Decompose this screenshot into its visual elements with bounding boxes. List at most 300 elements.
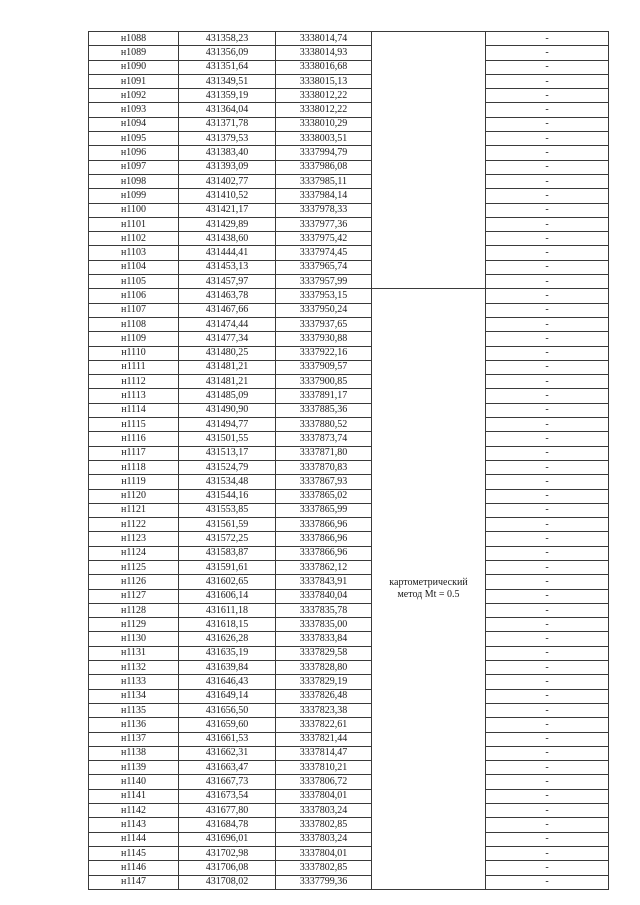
dash-cell: - xyxy=(486,303,609,317)
table-row xyxy=(89,618,609,632)
point-id-cell: н1099 xyxy=(89,189,179,203)
table-row xyxy=(89,389,609,403)
table-row xyxy=(89,861,609,875)
point-id-cell: н1102 xyxy=(89,232,179,246)
point-id-cell: н1108 xyxy=(89,317,179,331)
table-row xyxy=(89,260,609,274)
point-id-cell: н1096 xyxy=(89,146,179,160)
dash-cell: - xyxy=(486,875,609,889)
dash-cell: - xyxy=(486,203,609,217)
table-row xyxy=(89,518,609,532)
x-coordinate-cell: 431481,21 xyxy=(179,375,276,389)
y-coordinate-cell: 3337802,85 xyxy=(276,818,372,832)
dash-cell: - xyxy=(486,689,609,703)
y-coordinate-cell: 3337975,42 xyxy=(276,232,372,246)
y-coordinate-cell: 3337922,16 xyxy=(276,346,372,360)
y-coordinate-cell: 3338012,22 xyxy=(276,89,372,103)
point-id-cell: н1103 xyxy=(89,246,179,260)
y-coordinate-cell: 3337829,19 xyxy=(276,675,372,689)
dash-cell: - xyxy=(486,375,609,389)
table-row xyxy=(89,718,609,732)
dash-cell: - xyxy=(486,403,609,417)
dash-cell: - xyxy=(486,761,609,775)
table-row xyxy=(89,789,609,803)
y-coordinate-cell: 3337829,58 xyxy=(276,646,372,660)
y-coordinate-cell: 3337843,91 xyxy=(276,575,372,589)
y-coordinate-cell: 3337950,24 xyxy=(276,303,372,317)
x-coordinate-cell: 431444,41 xyxy=(179,246,276,260)
y-coordinate-cell: 3337930,88 xyxy=(276,332,372,346)
x-coordinate-cell: 431606,14 xyxy=(179,589,276,603)
coordinates-table-body xyxy=(89,32,609,890)
y-coordinate-cell: 3337870,83 xyxy=(276,460,372,474)
y-coordinate-cell: 3337937,65 xyxy=(276,317,372,331)
dash-cell: - xyxy=(486,32,609,46)
point-id-cell: н1137 xyxy=(89,732,179,746)
x-coordinate-cell: 431611,18 xyxy=(179,603,276,617)
x-coordinate-cell: 431662,31 xyxy=(179,746,276,760)
point-id-cell: н1107 xyxy=(89,303,179,317)
x-coordinate-cell: 431421,17 xyxy=(179,203,276,217)
y-coordinate-cell: 3338003,51 xyxy=(276,132,372,146)
point-id-cell: н1131 xyxy=(89,646,179,660)
point-id-cell: н1129 xyxy=(89,618,179,632)
x-coordinate-cell: 431359,19 xyxy=(179,89,276,103)
table-row xyxy=(89,146,609,160)
x-coordinate-cell: 431349,51 xyxy=(179,74,276,88)
x-coordinate-cell: 431544,16 xyxy=(179,489,276,503)
dash-cell: - xyxy=(486,846,609,860)
x-coordinate-cell: 431663,47 xyxy=(179,761,276,775)
y-coordinate-cell: 3337909,57 xyxy=(276,360,372,374)
x-coordinate-cell: 431490,90 xyxy=(179,403,276,417)
point-id-cell: н1145 xyxy=(89,846,179,860)
dash-cell: - xyxy=(486,360,609,374)
y-coordinate-cell: 3337814,47 xyxy=(276,746,372,760)
dash-cell: - xyxy=(486,132,609,146)
x-coordinate-cell: 431673,54 xyxy=(179,789,276,803)
dash-cell: - xyxy=(486,661,609,675)
table-row xyxy=(89,732,609,746)
y-coordinate-cell: 3337866,96 xyxy=(276,518,372,532)
y-coordinate-cell: 3337828,80 xyxy=(276,661,372,675)
y-coordinate-cell: 3337822,61 xyxy=(276,718,372,732)
y-coordinate-cell: 3337871,80 xyxy=(276,446,372,460)
x-coordinate-cell: 431553,85 xyxy=(179,503,276,517)
x-coordinate-cell: 431467,66 xyxy=(179,303,276,317)
table-row xyxy=(89,546,609,560)
x-coordinate-cell: 431485,09 xyxy=(179,389,276,403)
dash-cell: - xyxy=(486,289,609,303)
table-row xyxy=(89,875,609,889)
x-coordinate-cell: 431667,73 xyxy=(179,775,276,789)
y-coordinate-cell: 3337978,33 xyxy=(276,203,372,217)
dash-cell: - xyxy=(486,117,609,131)
x-coordinate-cell: 431364,04 xyxy=(179,103,276,117)
point-id-cell: н1120 xyxy=(89,489,179,503)
x-coordinate-cell: 431371,78 xyxy=(179,117,276,131)
y-coordinate-cell: 3337865,99 xyxy=(276,503,372,517)
y-coordinate-cell: 3337833,84 xyxy=(276,632,372,646)
x-coordinate-cell: 431646,43 xyxy=(179,675,276,689)
x-coordinate-cell: 431438,60 xyxy=(179,232,276,246)
x-coordinate-cell: 431457,97 xyxy=(179,275,276,289)
x-coordinate-cell: 431649,14 xyxy=(179,689,276,703)
table-row xyxy=(89,603,609,617)
point-id-cell: н1093 xyxy=(89,103,179,117)
x-coordinate-cell: 431358,23 xyxy=(179,32,276,46)
y-coordinate-cell: 3337840,04 xyxy=(276,589,372,603)
y-coordinate-cell: 3337803,24 xyxy=(276,832,372,846)
point-id-cell: н1116 xyxy=(89,432,179,446)
method-cell xyxy=(372,289,486,889)
point-id-cell: н1135 xyxy=(89,703,179,717)
dash-cell: - xyxy=(486,389,609,403)
point-id-cell: н1142 xyxy=(89,804,179,818)
point-id-cell: н1127 xyxy=(89,589,179,603)
point-id-cell: н1106 xyxy=(89,289,179,303)
table-row xyxy=(89,689,609,703)
point-id-cell: н1141 xyxy=(89,789,179,803)
point-id-cell: н1119 xyxy=(89,475,179,489)
point-id-cell: н1121 xyxy=(89,503,179,517)
y-coordinate-cell: 3337974,45 xyxy=(276,246,372,260)
dash-cell: - xyxy=(486,174,609,188)
point-id-cell: н1123 xyxy=(89,532,179,546)
y-coordinate-cell: 3337804,01 xyxy=(276,846,372,860)
point-id-cell: н1090 xyxy=(89,60,179,74)
point-id-cell: н1097 xyxy=(89,160,179,174)
dash-cell: - xyxy=(486,618,609,632)
y-coordinate-cell: 3337885,36 xyxy=(276,403,372,417)
point-id-cell: н1111 xyxy=(89,360,179,374)
point-id-cell: н1100 xyxy=(89,203,179,217)
x-coordinate-cell: 431383,40 xyxy=(179,146,276,160)
x-coordinate-cell: 431356,09 xyxy=(179,46,276,60)
x-coordinate-cell: 431474,44 xyxy=(179,317,276,331)
point-id-cell: н1110 xyxy=(89,346,179,360)
table-row xyxy=(89,746,609,760)
y-coordinate-cell: 3337891,17 xyxy=(276,389,372,403)
point-id-cell: н1089 xyxy=(89,46,179,60)
dash-cell: - xyxy=(486,789,609,803)
table-row xyxy=(89,232,609,246)
dash-cell: - xyxy=(486,603,609,617)
y-coordinate-cell: 3337867,93 xyxy=(276,475,372,489)
dash-cell: - xyxy=(486,489,609,503)
table-row xyxy=(89,589,609,603)
x-coordinate-cell: 431656,50 xyxy=(179,703,276,717)
x-coordinate-cell: 431602,65 xyxy=(179,575,276,589)
point-id-cell: н1133 xyxy=(89,675,179,689)
point-id-cell: н1104 xyxy=(89,260,179,274)
dash-cell: - xyxy=(486,861,609,875)
point-id-cell: н1112 xyxy=(89,375,179,389)
table-row xyxy=(89,303,609,317)
dash-cell: - xyxy=(486,546,609,560)
dash-cell: - xyxy=(486,675,609,689)
point-id-cell: н1113 xyxy=(89,389,179,403)
dash-cell: - xyxy=(486,575,609,589)
y-coordinate-cell: 3337806,72 xyxy=(276,775,372,789)
x-coordinate-cell: 431626,28 xyxy=(179,632,276,646)
dash-cell: - xyxy=(486,832,609,846)
y-coordinate-cell: 3337873,74 xyxy=(276,432,372,446)
dash-cell: - xyxy=(486,518,609,532)
dash-cell: - xyxy=(486,732,609,746)
y-coordinate-cell: 3337835,78 xyxy=(276,603,372,617)
dash-cell: - xyxy=(486,418,609,432)
dash-cell: - xyxy=(486,632,609,646)
table-row xyxy=(89,646,609,660)
y-coordinate-cell: 3337986,08 xyxy=(276,160,372,174)
table-row xyxy=(89,189,609,203)
point-id-cell: н1126 xyxy=(89,575,179,589)
point-id-cell: н1146 xyxy=(89,861,179,875)
x-coordinate-cell: 431661,53 xyxy=(179,732,276,746)
x-coordinate-cell: 431706,08 xyxy=(179,861,276,875)
x-coordinate-cell: 431481,21 xyxy=(179,360,276,374)
point-id-cell: н1115 xyxy=(89,418,179,432)
table-row xyxy=(89,117,609,131)
point-id-cell: н1095 xyxy=(89,132,179,146)
dash-cell: - xyxy=(486,103,609,117)
x-coordinate-cell: 431501,55 xyxy=(179,432,276,446)
y-coordinate-cell: 3337799,36 xyxy=(276,875,372,889)
point-id-cell: н1144 xyxy=(89,832,179,846)
method-label-line1: картометрический xyxy=(389,577,468,589)
point-id-cell: н1147 xyxy=(89,875,179,889)
table-row xyxy=(89,317,609,331)
y-coordinate-cell: 3337802,85 xyxy=(276,861,372,875)
table-row xyxy=(89,432,609,446)
point-id-cell: н1134 xyxy=(89,689,179,703)
point-id-cell: н1118 xyxy=(89,460,179,474)
x-coordinate-cell: 431463,78 xyxy=(179,289,276,303)
dash-cell: - xyxy=(486,804,609,818)
y-coordinate-cell: 3338012,22 xyxy=(276,103,372,117)
x-coordinate-cell: 431494,77 xyxy=(179,418,276,432)
x-coordinate-cell: 431477,34 xyxy=(179,332,276,346)
y-coordinate-cell: 3337826,48 xyxy=(276,689,372,703)
table-row xyxy=(89,532,609,546)
x-coordinate-cell: 431639,84 xyxy=(179,661,276,675)
point-id-cell: н1139 xyxy=(89,761,179,775)
table-row xyxy=(89,246,609,260)
point-id-cell: н1132 xyxy=(89,661,179,675)
y-coordinate-cell: 3337866,96 xyxy=(276,546,372,560)
y-coordinate-cell: 3337984,14 xyxy=(276,189,372,203)
y-coordinate-cell: 3337804,01 xyxy=(276,789,372,803)
y-coordinate-cell: 3337957,99 xyxy=(276,275,372,289)
dash-cell: - xyxy=(486,74,609,88)
point-id-cell: н1122 xyxy=(89,518,179,532)
dash-cell: - xyxy=(486,460,609,474)
point-id-cell: н1109 xyxy=(89,332,179,346)
dash-cell: - xyxy=(486,775,609,789)
dash-cell: - xyxy=(486,503,609,517)
x-coordinate-cell: 431561,59 xyxy=(179,518,276,532)
table-row xyxy=(89,174,609,188)
point-id-cell: н1088 xyxy=(89,32,179,46)
dash-cell: - xyxy=(486,317,609,331)
y-coordinate-cell: 3337985,11 xyxy=(276,174,372,188)
point-id-cell: н1094 xyxy=(89,117,179,131)
dash-cell: - xyxy=(486,332,609,346)
point-id-cell: н1136 xyxy=(89,718,179,732)
dash-cell: - xyxy=(486,46,609,60)
y-coordinate-cell: 3338016,68 xyxy=(276,60,372,74)
dash-cell: - xyxy=(486,475,609,489)
x-coordinate-cell: 431379,53 xyxy=(179,132,276,146)
dash-cell: - xyxy=(486,232,609,246)
table-row xyxy=(89,775,609,789)
dash-cell: - xyxy=(486,146,609,160)
dash-cell: - xyxy=(486,189,609,203)
dash-cell: - xyxy=(486,818,609,832)
x-coordinate-cell: 431677,80 xyxy=(179,804,276,818)
table-row xyxy=(89,475,609,489)
x-coordinate-cell: 431702,98 xyxy=(179,846,276,860)
method-cell-empty xyxy=(372,32,486,289)
point-id-cell: н1140 xyxy=(89,775,179,789)
x-coordinate-cell: 431351,64 xyxy=(179,60,276,74)
point-id-cell: н1128 xyxy=(89,603,179,617)
point-id-cell: н1125 xyxy=(89,560,179,574)
table-row xyxy=(89,60,609,74)
table-row xyxy=(89,703,609,717)
dash-cell: - xyxy=(486,746,609,760)
x-coordinate-cell: 431480,25 xyxy=(179,346,276,360)
y-coordinate-cell: 3337953,15 xyxy=(276,289,372,303)
dash-cell: - xyxy=(486,60,609,74)
y-coordinate-cell: 3337977,36 xyxy=(276,217,372,231)
table-row xyxy=(89,217,609,231)
dash-cell: - xyxy=(486,346,609,360)
x-coordinate-cell: 431513,17 xyxy=(179,446,276,460)
point-id-cell: н1117 xyxy=(89,446,179,460)
table-row xyxy=(89,460,609,474)
dash-cell: - xyxy=(486,160,609,174)
dash-cell: - xyxy=(486,217,609,231)
y-coordinate-cell: 3337803,24 xyxy=(276,804,372,818)
table-row xyxy=(89,89,609,103)
y-coordinate-cell: 3337866,96 xyxy=(276,532,372,546)
y-coordinate-cell: 3338014,93 xyxy=(276,46,372,60)
table-row xyxy=(89,560,609,574)
table-row xyxy=(89,804,609,818)
y-coordinate-cell: 3337900,85 xyxy=(276,375,372,389)
table-row xyxy=(89,275,609,289)
x-coordinate-cell: 431572,25 xyxy=(179,532,276,546)
x-coordinate-cell: 431410,52 xyxy=(179,189,276,203)
dash-cell: - xyxy=(486,89,609,103)
point-id-cell: н1130 xyxy=(89,632,179,646)
x-coordinate-cell: 431659,60 xyxy=(179,718,276,732)
point-id-cell: н1098 xyxy=(89,174,179,188)
dash-cell: - xyxy=(486,532,609,546)
table-row xyxy=(89,818,609,832)
x-coordinate-cell: 431696,01 xyxy=(179,832,276,846)
table-row xyxy=(89,103,609,117)
x-coordinate-cell: 431393,09 xyxy=(179,160,276,174)
dash-cell: - xyxy=(486,718,609,732)
table-row xyxy=(89,46,609,60)
table-row xyxy=(89,360,609,374)
y-coordinate-cell: 3337965,74 xyxy=(276,260,372,274)
table-row xyxy=(89,503,609,517)
table-row xyxy=(89,203,609,217)
y-coordinate-cell: 3337823,38 xyxy=(276,703,372,717)
y-coordinate-cell: 3338015,13 xyxy=(276,74,372,88)
point-id-cell: н1124 xyxy=(89,546,179,560)
y-coordinate-cell: 3338014,74 xyxy=(276,32,372,46)
point-id-cell: н1092 xyxy=(89,89,179,103)
dash-cell: - xyxy=(486,260,609,274)
table-row xyxy=(89,832,609,846)
dash-cell: - xyxy=(486,246,609,260)
table-row xyxy=(89,675,609,689)
y-coordinate-cell: 3337880,52 xyxy=(276,418,372,432)
point-id-cell: н1091 xyxy=(89,74,179,88)
x-coordinate-cell: 431684,78 xyxy=(179,818,276,832)
table-row xyxy=(89,446,609,460)
table-row xyxy=(89,74,609,88)
x-coordinate-cell: 431429,89 xyxy=(179,217,276,231)
table-row xyxy=(89,846,609,860)
x-coordinate-cell: 431635,19 xyxy=(179,646,276,660)
dash-cell: - xyxy=(486,646,609,660)
table-row xyxy=(89,489,609,503)
dash-cell: - xyxy=(486,703,609,717)
table-row xyxy=(89,289,609,303)
y-coordinate-cell: 3337865,02 xyxy=(276,489,372,503)
dash-cell: - xyxy=(486,446,609,460)
table-row xyxy=(89,761,609,775)
table-row xyxy=(89,32,609,46)
point-id-cell: н1138 xyxy=(89,746,179,760)
table-row xyxy=(89,418,609,432)
x-coordinate-cell: 431618,15 xyxy=(179,618,276,632)
table-row xyxy=(89,632,609,646)
table-row xyxy=(89,346,609,360)
y-coordinate-cell: 3337821,44 xyxy=(276,732,372,746)
point-id-cell: н1114 xyxy=(89,403,179,417)
method-label-line2: метод Mt = 0.5 xyxy=(397,589,460,601)
x-coordinate-cell: 431708,02 xyxy=(179,875,276,889)
table-row xyxy=(89,160,609,174)
x-coordinate-cell: 431583,87 xyxy=(179,546,276,560)
point-id-cell: н1143 xyxy=(89,818,179,832)
dash-cell: - xyxy=(486,432,609,446)
x-coordinate-cell: 431453,13 xyxy=(179,260,276,274)
y-coordinate-cell: 3337994,79 xyxy=(276,146,372,160)
table-row xyxy=(89,132,609,146)
table-row xyxy=(89,575,609,589)
x-coordinate-cell: 431524,79 xyxy=(179,460,276,474)
y-coordinate-cell: 3338010,29 xyxy=(276,117,372,131)
table-row xyxy=(89,332,609,346)
x-coordinate-cell: 431534,48 xyxy=(179,475,276,489)
point-id-cell: н1101 xyxy=(89,217,179,231)
dash-cell: - xyxy=(486,560,609,574)
table-row xyxy=(89,375,609,389)
point-id-cell: н1105 xyxy=(89,275,179,289)
table-row xyxy=(89,661,609,675)
dash-cell: - xyxy=(486,275,609,289)
x-coordinate-cell: 431402,77 xyxy=(179,174,276,188)
table-row xyxy=(89,403,609,417)
